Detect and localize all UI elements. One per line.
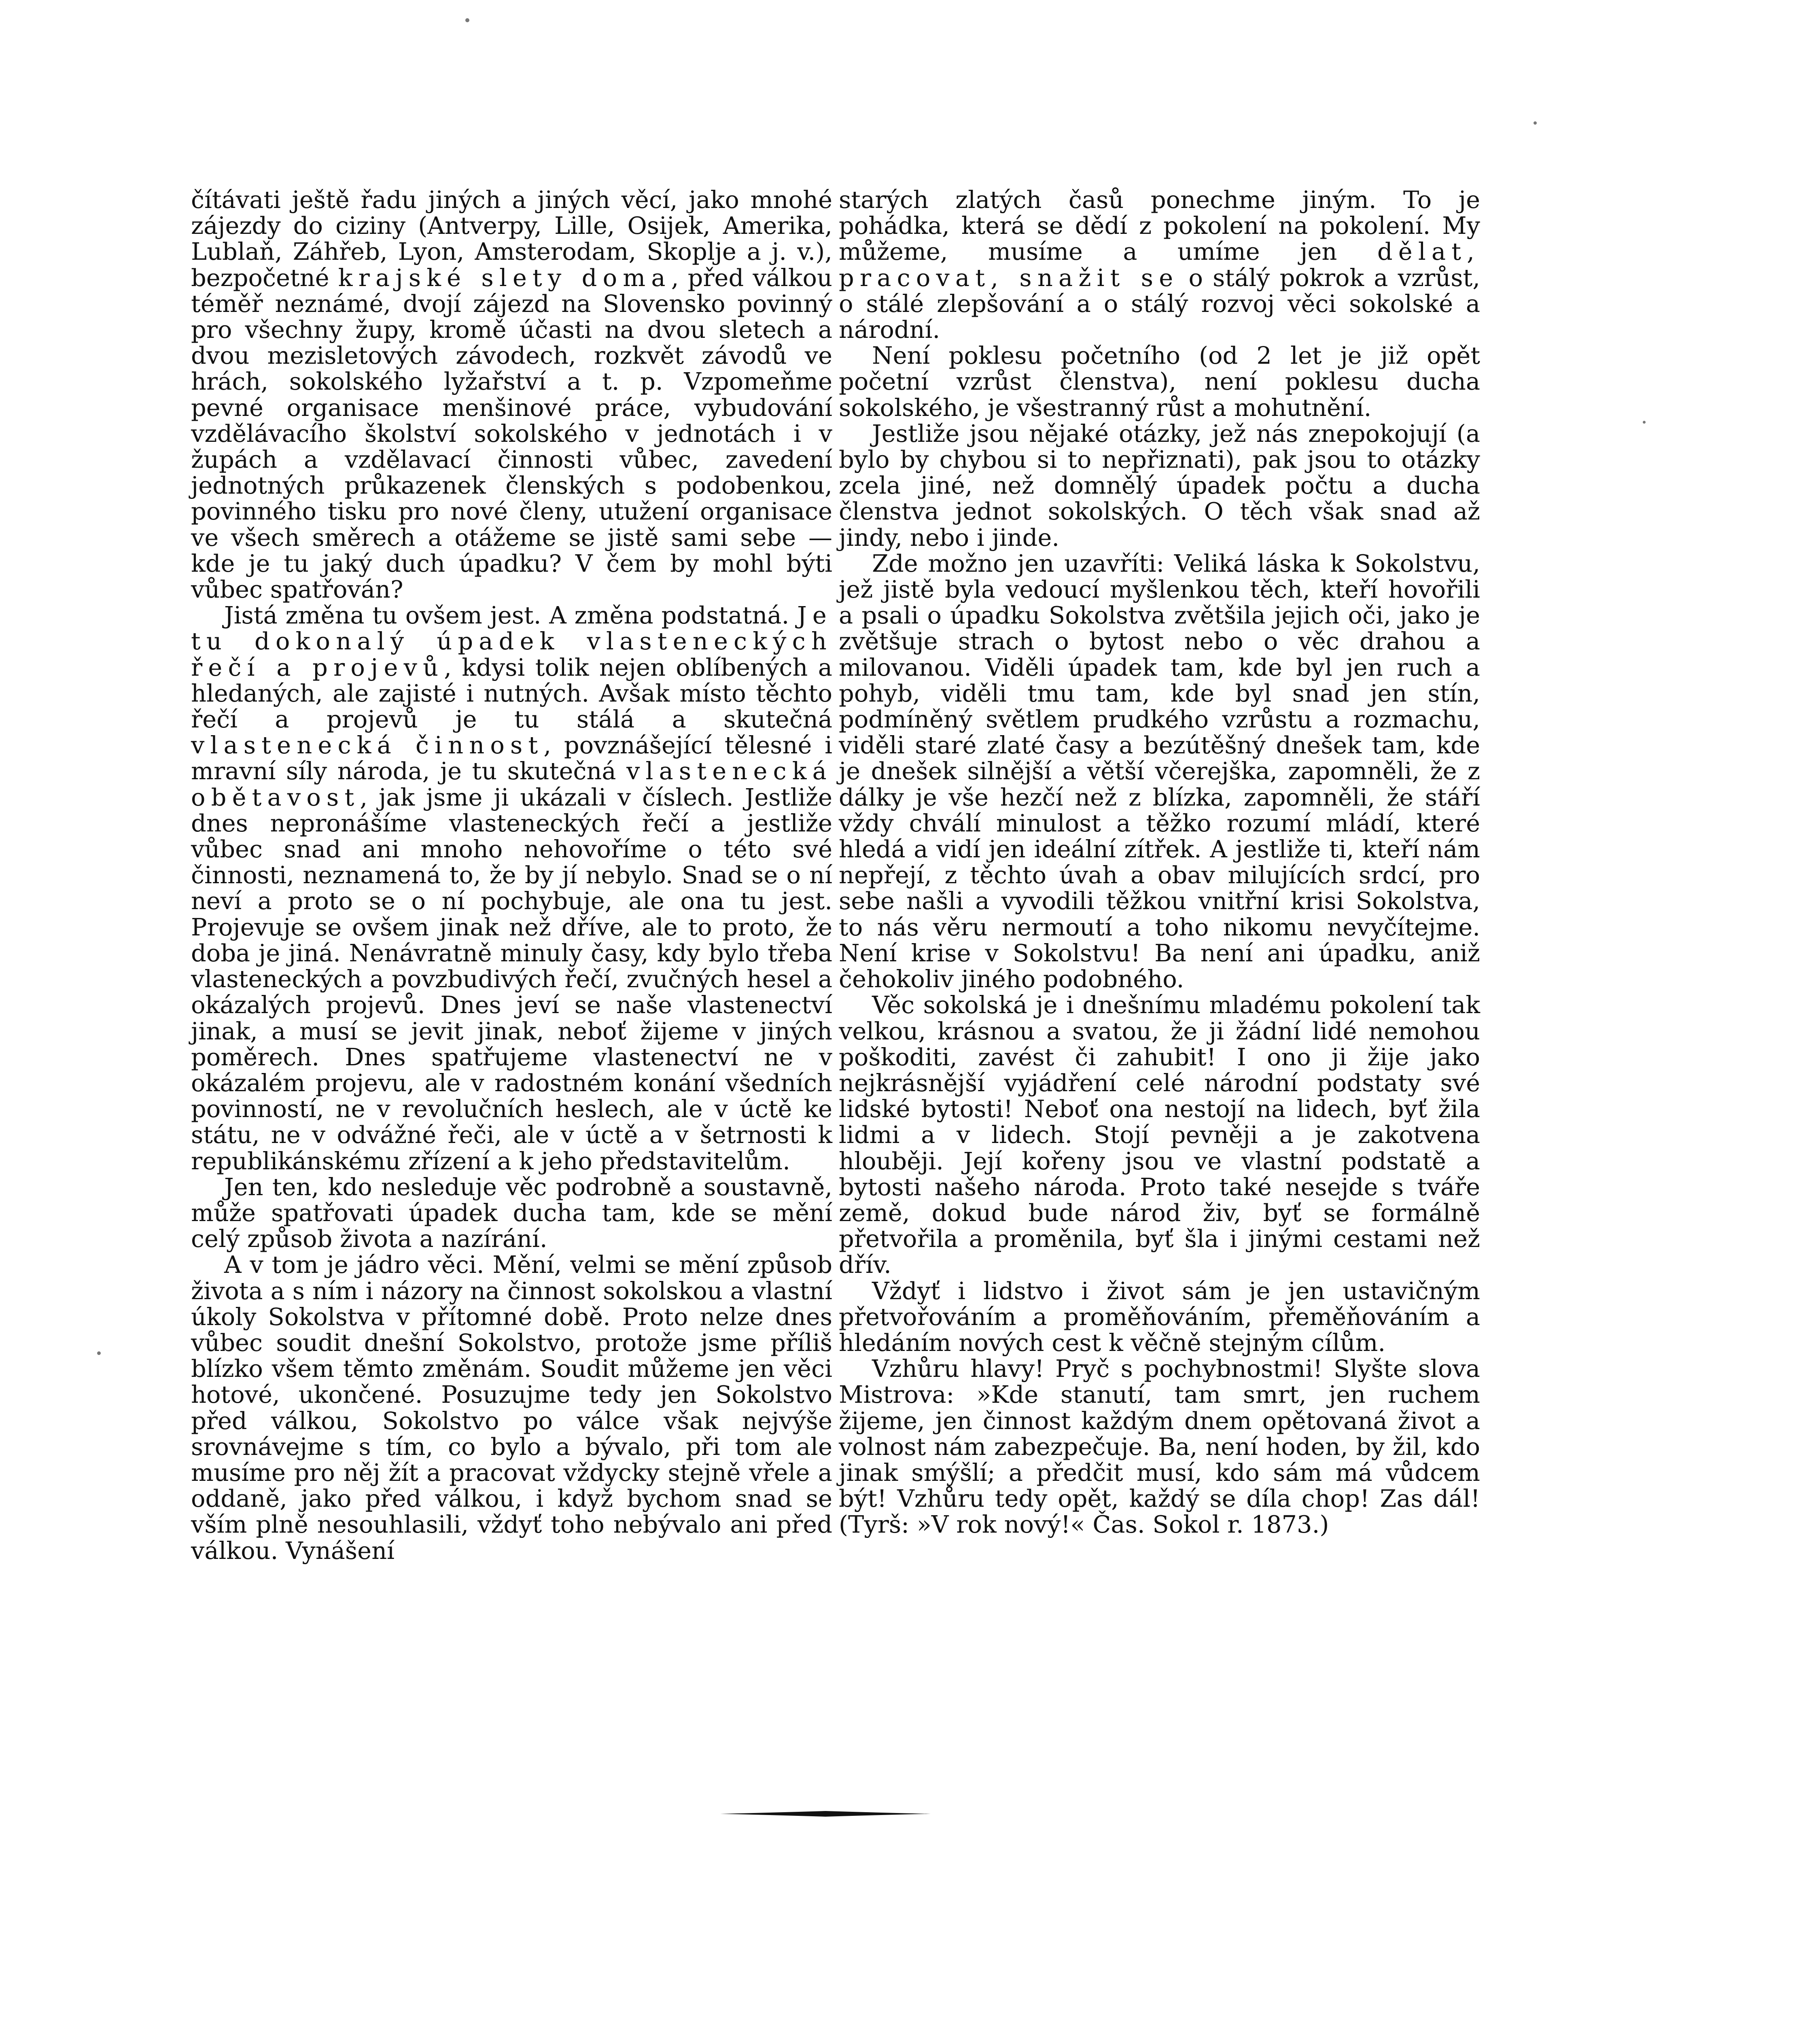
body-text: čítávati ještě řadu jiných a jiných věcí, jako mnohé zájezdy do ciziny (Antverpy, Lille, Osijek, Amerika, Lublaň, Záhřeb, Lyon, Amsterodam, Skoplje a j. v.), bezpočetné bbox=[191, 186, 832, 292]
right-column-paragraph bbox=[839, 992, 1480, 1278]
section-end-rule bbox=[720, 1811, 931, 1817]
right-column-paragraph bbox=[839, 187, 1480, 343]
right-column-paragraph bbox=[839, 343, 1480, 421]
spaced-emphasis-text: vlastenecká obětavost bbox=[191, 757, 832, 811]
body-text: , před válkou téměř neznámé, dvojí zájezd na Slovensko povinný pro všechny župy, kromě účasti na dvou sletech a dvou mezisletových závodech, rozkvět závodů ve hrách, sokolského lyžařství a t. p. Vzpomeňme pevné organisace menšinové práce, vybudování vzdělávacího školství sokolského v jednotách i v župách a vzdělavací činnosti vůbec, zavedení jednotných průkazenek členských s podobenkou, povinného tisku pro nové členy, utužení organisace ve všech směrech a otážeme se jistě sami sebe — kde je tu jaký duch úpadku? V čem by mohl býti vůbec spatřován? bbox=[191, 263, 832, 604]
spaced-emphasis-text: Je tu dokonalý úpadek vlasteneckých řečí a projevů bbox=[191, 601, 832, 681]
body-text: Zde možno jen uzavříti: Veliká láska k Sokolstvu, jež jistě byla vedoucí myšlenkou těch, kteří hovořili a psali o úpadku Sokolstva zvětšila jejich oči, jako je zvětšuje strach o bytost nebo o věc drahou a milovanou. Viděli úpadek tam, kde byl jen ruch a pohyb, viděli tmu tam, kde byl snad jen stín, podmíněný světlem prudkého vzrůstu a rozmachu, viděli staré zlaté časy a bezútěšný dnešek tam, kde je dnešek silnější a větší včerejška, zapomněli, že z dálky je vše hezčí než z blízka, zapomněli, že stáří vždy chválí minulost a těžko rozumí mládí, které hledá a vidí jen ideální zítřek. A jestliže ti, kteří nám nepřejí, z těchto úvah a obav milujících srdcí, pro sebe našli a vyvodili těžkou vnitřní krisi Sokolstva, to nás věru nermoutí a toho nikomu nevyčítejme. Není krise v Sokolstvu! Ba není ani úpadku, aniž čehokoliv jiného podobného. bbox=[839, 549, 1480, 993]
spaced-emphasis-text: vlastenecká činnost bbox=[191, 731, 544, 759]
left-column-paragraph bbox=[191, 602, 832, 1174]
body-text: starých zlatých časů ponechme jiným. To je pohádka, která se dědí z pokolení na pokolení. My můžeme, musíme a umíme jen bbox=[839, 186, 1480, 266]
left-column-paragraph bbox=[191, 1174, 832, 1252]
left-column-paragraph bbox=[191, 187, 832, 602]
body-text: Věc sokolská je i dnešnímu mladému pokolení tak velkou, krásnou a svatou, že ji žádní lidé nemohou poškoditi, zavést či zahubit! I ono ji žije jako nejkrásnější vyjádření celé národní podstaty své lidské bytosti! Neboť ona nestojí na lidech, byť žila lidmi a v lidech. Stojí pevněji a je zakotvena hlouběji. Její kořeny jsou ve vlastní podstatě a bytosti našeho národa. Proto také nesejde s tváře země, dokud bude národ živ, byť se formálně přetvořila a proměnila, byť šla i jinými cestami než dřív. bbox=[839, 991, 1480, 1279]
body-text: , jak jsme ji ukázali v číslech. Jestliže dnes nepronášíme vlasteneckých řečí a jestliže vůbec snad ani mnoho nehovoříme o této své činnosti, neznamená to, že by jí nebylo. Snad se o ní neví a proto se o ní pochybuje, ale ona tu jest. Projevuje se ovšem jinak než dříve, ale to proto, že doba je jiná. Nenávratně minuly časy, kdy bylo třeba vlasteneckých a povzbudivých řečí, zvučných hesel a okázalých projevů. Dnes jeví se naše vlastenectví jinak, a musí se jevit jinak, neboť žijeme v jiných poměrech. Dnes spatřujeme vlastenectví ne v okázalém projevu, ale v radostném konání všedních povinností, ne v revolučních heslech, ale v úctě ke státu, ne v odvážné řeči, ale v úctě a v šetrnosti k republikánskému zřízení a k jeho představitelům. bbox=[191, 783, 832, 1175]
scan-speck bbox=[97, 1351, 101, 1355]
body-text: A v tom je jádro věci. Mění, velmi se mění způsob života a s ním i názory na činnost sokolskou a vlastní úkoly Sokolstva v přítomné době. Proto nelze dnes vůbec soudit dnešní Sokolstvo, protože jsme příliš blízko všem těmto změnám. Soudit můžeme jen věci hotové, ukončené. Posuzujme tedy jen Sokolstvo před válkou, Sokolstvo po válce však nejvýše srovnávejme s tím, co bylo a bývalo, při tom ale musíme pro něj žít a pracovat vždycky stejně vřele a oddaně, jako před válkou, i když bychom snad se vším plně nesouhlasili, vždyť toho nebývalo ani před válkou. Vynášení bbox=[191, 1251, 832, 1565]
right-column-paragraph bbox=[839, 1356, 1480, 1537]
body-text: o stálý pokrok a vzrůst, o stálé zlepšování a o stálý rozvoj věci sokolské a národní. bbox=[839, 263, 1480, 344]
left-column-paragraph bbox=[191, 1252, 832, 1563]
right-text-column bbox=[839, 187, 1480, 1538]
scan-speck bbox=[1534, 121, 1537, 125]
body-text: Není poklesu početního (od 2 let je již opět početní vzrůst členstva), není poklesu ducha sokolského, je všestranný růst a mohutnění. bbox=[839, 341, 1480, 422]
body-text: Jestliže jsou nějaké otázky, jež nás znepokojují (a bylo by chybou si to nepřiznati), pak jsou to otázky zcela jiné, než domnělý úpadek počtu a ducha členstva jednot sokolských. O těch však snad až jindy, nebo i jinde. bbox=[839, 419, 1480, 551]
spaced-emphasis-text: dělat, pracovat, snažit se bbox=[839, 238, 1480, 292]
spaced-emphasis-text: krajské slety doma bbox=[338, 263, 671, 292]
body-text: Vždyť i lidstvo i život sám je jen ustavičným přetvořováním a proměňováním, přeměňováním a hledáním nových cest k věčně stejným cílům. bbox=[839, 1277, 1480, 1357]
body-text: Jen ten, kdo nesleduje věc podrobně a soustavně, může spatřovati úpadek ducha tam, kde se mění celý způsob života a nazírání. bbox=[191, 1173, 832, 1253]
scan-speck bbox=[1643, 421, 1646, 424]
body-text: Jistá změna tu ovšem jest. A změna podstatná. bbox=[224, 601, 798, 630]
right-column-paragraph bbox=[839, 551, 1480, 992]
body-text: , kdysi tolik nejen oblíbených a hledaných, ale zajisté i nutných. Avšak místo těchto řečí a projevů je tu stálá a skutečná bbox=[191, 653, 832, 734]
scan-speck bbox=[465, 18, 469, 22]
left-text-column bbox=[191, 187, 832, 1564]
right-column-paragraph bbox=[839, 421, 1480, 551]
body-text: , povznášející tělesné i mravní síly národa, je tu skutečná bbox=[191, 731, 832, 785]
right-column-paragraph bbox=[839, 1278, 1480, 1356]
body-text: Vzhůru hlavy! Pryč s pochybnostmi! Slyšte slova Mistrova: »Kde stanutí, tam smrt, jen ruchem žijeme, jen činnost každým dnem opětovaná život a volnost nám zabezpečuje. Ba, není hoden, by žil, kdo jinak smýšlí; a předčit musí, kdo sám má vůdcem být! Vzhůru tedy opět, každý se díla chop! Zas dál! (Tyrš: »V rok nový!« Čas. Sokol r. 1873.) bbox=[839, 1355, 1480, 1539]
